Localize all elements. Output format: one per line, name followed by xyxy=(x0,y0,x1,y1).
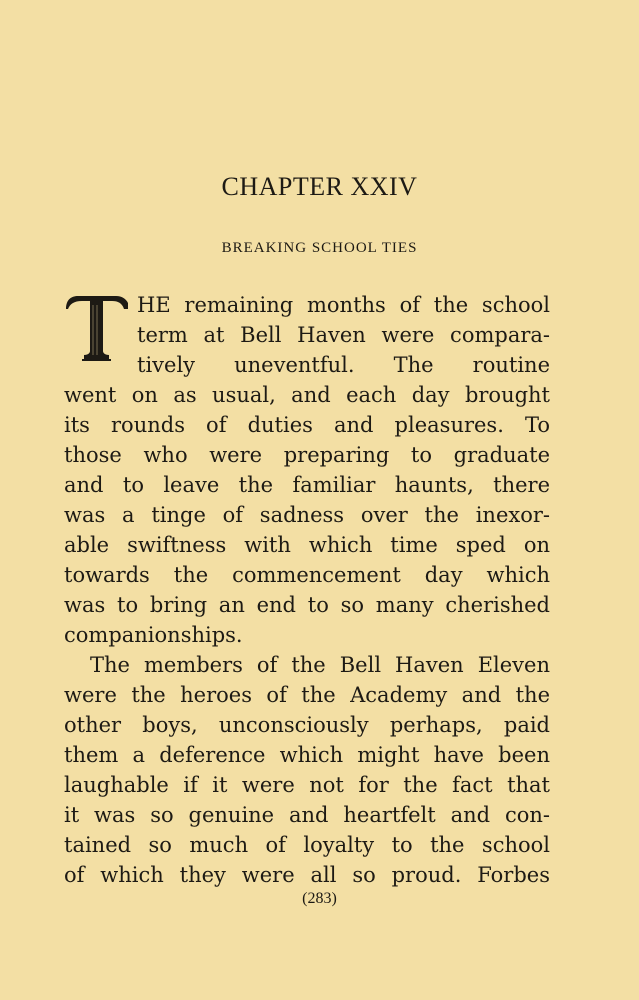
text-line: was a tinge of sadness over the inexor- xyxy=(64,503,550,527)
text-line: tively uneventful. The routine xyxy=(137,353,550,377)
text-line: was to bring an end to so many cherished xyxy=(64,593,550,617)
page-number: (283) xyxy=(302,890,337,907)
drop-cap xyxy=(64,291,130,363)
text-line: laughable if it were not for the fact that xyxy=(64,773,550,797)
text-line: HE remaining months of the school xyxy=(137,293,550,317)
text-line: them a deference which might have been xyxy=(64,743,550,767)
text-line: were the heroes of the Academy and the xyxy=(64,683,550,707)
text-line: tained so much of loyalty to the school xyxy=(64,833,550,857)
chapter-subtitle: BREAKING SCHOOL TIES xyxy=(221,240,418,256)
text-line: other boys, unconsciously perhaps, paid xyxy=(64,713,550,737)
text-line: it was so genuine and heartfelt and con- xyxy=(64,803,550,827)
text-line: able swiftness with which time sped on xyxy=(64,533,550,557)
text-line: and to leave the familiar haunts, there xyxy=(64,473,550,497)
text-line: its rounds of duties and pleasures. To xyxy=(64,413,550,437)
text-line: companionships. xyxy=(64,623,243,647)
text-line: those who were preparing to graduate xyxy=(64,443,550,467)
text-line: towards the commencement day which xyxy=(64,563,550,587)
text-line: went on as usual, and each day brought xyxy=(64,383,550,407)
text-line: The members of the Bell Haven Eleven xyxy=(90,653,550,677)
chapter-title: CHAPTER XXIV xyxy=(221,172,418,201)
text-line: of which they were all so proud. Forbes xyxy=(64,863,550,887)
text-line: term at Bell Haven were compara- xyxy=(137,323,550,347)
